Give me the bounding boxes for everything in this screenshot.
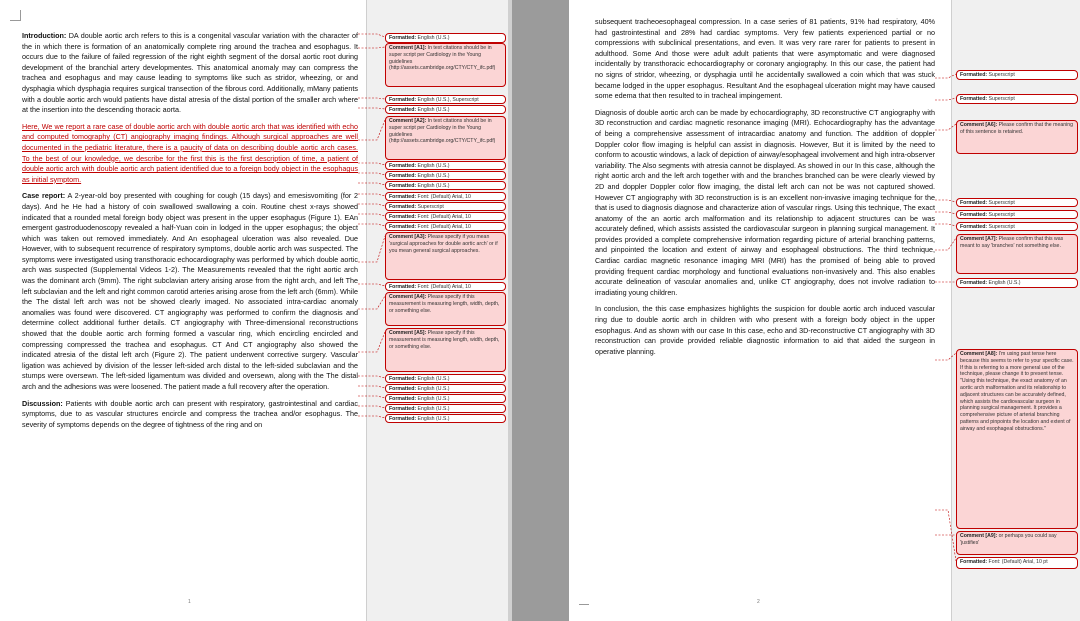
balloon-connector-line — [358, 120, 385, 140]
balloon-text: Superscript — [988, 212, 1015, 218]
balloon-connector-line — [358, 108, 385, 109]
balloon-text: English (U.S.) — [417, 107, 450, 113]
balloon-text: English (U.S.) — [417, 183, 450, 189]
balloon-label: Formatted: — [960, 200, 989, 206]
balloon-label: Formatted: — [389, 224, 418, 230]
balloon-text: English (U.S.) — [417, 406, 450, 412]
balloon-label: Formatted: — [389, 163, 418, 169]
balloon-text: English (U.S.) — [417, 173, 450, 179]
balloon-connector-line — [358, 194, 385, 196]
balloon-text: English (U.S.) — [417, 35, 450, 41]
comment-balloon[interactable] — [385, 116, 506, 160]
balloon-text: Superscript — [988, 200, 1015, 206]
document-page-1 — [0, 0, 508, 621]
formatted-balloon[interactable] — [956, 222, 1078, 231]
comment-balloon[interactable] — [956, 234, 1078, 274]
balloon-label: Comment [A7]: — [960, 236, 999, 242]
balloon-connector-line — [358, 173, 385, 175]
comment-balloon[interactable] — [956, 349, 1078, 529]
balloon-text: Superscript — [988, 224, 1015, 230]
balloon-connector-line — [358, 386, 385, 388]
formatted-balloon[interactable] — [385, 171, 506, 180]
balloon-connector-line — [358, 416, 385, 418]
balloon-label: Formatted: — [960, 224, 989, 230]
balloon-label: Comment [A1]: — [389, 45, 428, 51]
balloon-label: Formatted: — [389, 386, 418, 392]
formatted-balloon[interactable] — [956, 198, 1078, 207]
formatted-balloon[interactable] — [385, 95, 506, 104]
balloon-text: or perhaps you could say 'justifies' — [960, 533, 1057, 546]
formatted-balloon[interactable] — [385, 414, 506, 423]
diagnosis-text: Diagnosis of double aortic arch can be made by echocardiography, 3D reconstructive CT angiography with 3D reconstruction and cardiac magnetic resonance imaging (MRI). Echocardiography has the advantage of being a comprehensive assessment of intracardiac anatomy and function. The addition of doppler Doppler color flow imaging is helpful can assist in diagnosis. However, But it is limited by the need to conform to acoustic windows, a lack of depiction of airway/esophageal involvement and high intra-observer variability. The Also segments with atresia cannot be displayed. As showed in our In this case, although the right aortic arch and the left arch together with and the branches branched can be were clearly viewed by 2D and doppler Doppler color flow imaging, the distal left arch can not be was not captured showed. However CT angiography with 3D reconstruction is is an excellent non-invasive imaging technique for the that is used to diagnosis diagnose and characterize ation of vascular rings. Using this technique, The exact anatomy of the an aortic arch malformation and its relationship to adjacent structures can be was accurately defined, which assists assisted the cardiovascular surgeon in planning surgical management. It provides provided a complete comprehensive information regarding picture of arterial branching patterns, and pinpointed the location and extent of airway and esophageal obstructions. The third technique, Cardiac cardiac magnetic resonance imaging MRI (MRI) has the promised of being able to proved providing frequent cardiac morphology and functional evaluations non-invasively and. This also enables accurate delineation of vascular anomalies and, unlike CT angiography, does not involve radiation to irradiating young children. — [595, 107, 935, 297]
page-number: 2 — [757, 599, 760, 605]
balloon-text: Please confirm that this was meant to say 'branches' not something else. — [960, 236, 1064, 249]
balloon-label: Formatted: — [389, 214, 418, 220]
balloon-connector-line — [935, 212, 956, 214]
comment-balloon[interactable] — [385, 43, 506, 87]
balloon-connector-line — [358, 214, 385, 216]
formatted-balloon[interactable] — [385, 404, 506, 413]
formatted-balloon[interactable] — [385, 161, 506, 170]
balloon-connector-line — [935, 510, 956, 561]
balloon-text: Font: (Default) Arial, 10 pt — [988, 559, 1048, 565]
balloon-connector-line — [358, 284, 385, 286]
formatted-balloon[interactable] — [956, 94, 1078, 104]
balloon-text: In text citations should be in super script per Cardiology in the Young guidelines (http://assets.cambridge.org/CTY/CTY_ifc.pdf) — [389, 45, 496, 72]
formatted-balloon[interactable] — [385, 384, 506, 393]
conclusion-text: In conclusion, the this case emphasizes highlights the suspicion for double aortic arch induced vascular ring due to double aortic arch in children with who present with a foreign body object in the upper esophagus. And as shown with our case In this case, echo and 3D-reconstructive CT angiography with 3D reconstruction can provide provided reliable diagnostic information to aid that aided the surgeon in operative planning. — [595, 304, 935, 356]
balloon-connector-line — [358, 406, 385, 408]
balloon-connector-line — [935, 200, 956, 202]
balloon-connector-line — [358, 47, 385, 48]
formatted-balloon[interactable] — [385, 202, 506, 211]
balloon-text: English (U.S.), Superscript — [417, 97, 479, 103]
balloon-connector-line — [358, 396, 385, 398]
balloon-text: Superscript — [988, 72, 1015, 78]
balloon-label: Formatted: — [960, 559, 989, 565]
balloon-text: Superscript — [988, 96, 1015, 102]
balloon-text: English (U.S.) — [417, 396, 450, 402]
balloon-label: Comment [A8]: — [960, 351, 999, 357]
balloon-text: Font: (Default) Arial, 10 — [417, 194, 471, 200]
balloon-label: Formatted: — [389, 97, 418, 103]
balloon-connector-line — [935, 238, 956, 250]
balloon-connector-line — [358, 376, 385, 378]
case-report-text: A 2-year-old boy presented with coughing for cough (15 days) and emesisvomiting (for 2 days). And he He had a history of coin swallowed swallowing a coin. Routine chest x-rays showed indicated that a rounded metal foreign body object was present in the upper esophagus (Figure 1). EAn emergent gastroduodenoscopy revealed a half-Yuan coin in lodged in the upper esophagus; the object which was taken out removed immediately. And An esophageal ulceration was also revealed. Due However, with to subsequent recurrence of respiratory symptoms, double aortic arch was suspected. The symptoms were investigated using transthoracic echocardiography was performed by which double aortic arch was suspected (Supplemental Videos 1-2). The Measurements revealed that the right aortic arch was the dominant arch (9mm). The right subclavian artery arising arose from the right arch, and left The left subclavian and the left and right common carotid arteries arising arose from the left arch (6mm). While the The distal left arch was not be showed clearly imaged. No associated intra-cardiac anomaly anomalies was found were discovered. CT angiography was performed to confirm the diagnosis and determine collect additional further details. CT angiography with Three-dimensional reconstructions showed that the double aortic arch forming formed a vascular ring, which encircling encircled and compressing compressed the trachea and esophagus. CT And CT angiography also showed the indicated atresia of the distal left arch (Figure 2). The patient underwent corrective surgery. Vascular ligation was achieved by division of the lesser left-sided arch distal to the left-sided subclavian and the stumps were oversewn. The left-sided ligamentum was divided and oversewn, along with the The distal arch and the adhesions was were loosened. The patient made a full recovery after the operation. — [22, 191, 359, 391]
balloon-text: Please specify if you mean 'surgical approaches for double aortic arch' or if you mean general surgical approaches. — [389, 234, 498, 254]
balloon-text: Please confirm that the meaning of this sentence is retained. — [960, 122, 1074, 135]
balloon-label: Formatted: — [960, 212, 989, 218]
comment-balloon[interactable] — [956, 531, 1078, 555]
formatted-balloon[interactable] — [385, 105, 506, 114]
balloon-label: Formatted: — [389, 284, 418, 290]
formatted-balloon[interactable] — [385, 33, 506, 43]
formatted-balloon[interactable] — [385, 222, 506, 231]
comment-balloon[interactable] — [956, 120, 1078, 154]
balloon-connector-line — [358, 236, 385, 262]
formatted-balloon[interactable] — [956, 70, 1078, 80]
balloon-label: Formatted: — [389, 35, 418, 41]
comment-balloon[interactable] — [385, 232, 506, 280]
continuation-text: subsequent tracheoesophageal compression. In a case series of 81 patients, 91% had respiratory, 40% had gastrointestinal and 28% had cardiac symptoms. Very few patients experienced partial or no compressions with subclinical presentations, and even. It was very rare rarer for patients to present in adulthood. Some And those were adult adult patients that were asymptomatic and were diagnosed incidentally by transthoracic echocardiography or coronary angiography. In this our case, the patient had no signs of stridor, wheezing, or dysphagia until he accidentally swallowed a coin which that was stuck became lodged in the upper esophagus. Resultant And the esophageal ulceration might may have caused some edema that then resulted to in tracheal impingement. — [595, 17, 935, 101]
balloon-label: Formatted: — [960, 280, 989, 286]
balloon-text: English (U.S.) — [417, 416, 450, 422]
balloon-text: Font: (Default) Arial, 10 — [417, 284, 471, 290]
formatted-balloon[interactable] — [385, 181, 506, 190]
balloon-label: Formatted: — [389, 396, 418, 402]
balloon-connector-line — [358, 296, 385, 309]
balloon-label: Comment [A3]: — [389, 234, 428, 240]
formatted-balloon[interactable] — [956, 557, 1078, 569]
balloon-label: Comment [A4]: — [389, 294, 428, 300]
balloon-text: Font: (Default) Arial, 10 — [417, 214, 471, 220]
formatted-balloon[interactable] — [385, 394, 506, 403]
balloon-connector-line — [358, 98, 385, 99]
balloon-connector-line — [935, 224, 956, 226]
formatted-balloon[interactable] — [956, 278, 1078, 288]
balloon-label: Formatted: — [389, 416, 418, 422]
balloon-label: Formatted: — [389, 376, 418, 382]
comment-balloon[interactable] — [385, 328, 506, 372]
balloon-connector-line — [935, 98, 956, 100]
balloon-label: Comment [A9]: — [960, 533, 999, 539]
discussion-heading: Discussion: — [22, 398, 63, 408]
balloon-label: Formatted: — [960, 72, 989, 78]
balloon-connector-line — [358, 332, 385, 352]
balloon-text: In text citations should be in super script per Cardiology in the Young guidelines (http://assets.cambridge.org/CTY/CTY_ifc.pdf) — [389, 118, 496, 145]
intro-heading: Introduction: — [22, 31, 67, 40]
discussion-text: Patients with double aortic arch can present with respiratory, gastrointestinal and cardiac symptoms, due to as vascular structures encircle and compress the trachea and/or esophagus. The severity of symptoms depends on the degree of tightness of the ring and on — [22, 398, 358, 429]
balloon-text: English (U.S.) — [988, 280, 1021, 286]
formatted-balloon[interactable] — [385, 282, 506, 291]
balloon-label: Comment [A2]: — [389, 118, 428, 124]
balloon-connector-line — [358, 224, 385, 226]
document-page-2 — [569, 0, 1080, 621]
balloon-connector-line — [358, 163, 385, 165]
balloon-label: Formatted: — [960, 96, 989, 102]
case-report-heading: Case report: — [22, 191, 66, 201]
page-number: 1 — [188, 599, 191, 605]
formatted-balloon[interactable] — [956, 210, 1078, 219]
formatted-balloon[interactable] — [385, 374, 506, 383]
balloon-text: I'm using past tense here because this seems to refer to your specific case. If this is referring to a more general use of the technique, please change it to present tense. "Using this technique, the exact anatomy of an aortic arch malformation and its relationship to adjacent structures can be accurately defined, which assists the cardiovascular surgeon in planning surgical management. It provides a comprehensive picture of arterial branching patterns and pinpoints the location and extent of airway and esophageal obstructions." — [960, 351, 1074, 432]
comment-balloon[interactable] — [385, 292, 506, 326]
balloon-text: Please specify if this measurement is measuring length, width, depth, or something else. — [389, 330, 500, 350]
balloon-text: Superscript — [417, 204, 444, 210]
balloon-label: Formatted: — [389, 406, 418, 412]
balloon-label: Formatted: — [389, 107, 418, 113]
balloon-text: English (U.S.) — [417, 163, 450, 169]
formatted-balloon[interactable] — [385, 192, 506, 201]
balloon-label: Comment [A6]: — [960, 122, 999, 128]
balloon-connector-line — [358, 34, 385, 37]
intro-text: DA double aortic arch refers to this is a congenital vascular variation with the character of the in which there is formation of an anatomically complete ring around the trachea and esophagus. It occurs due to the failure of failed regression of the right eighth segment of the dorsal aortic root during development of the branchial artery developmentes. This anatomical anomaly may can compress the trachea and esophagus and may cause leading to symptoms like such as stridor, wheezing, or and dysphagia which dysphagia requires surgical transection of the fibrous cord. Additionally, mMany patients with a double aortic arch would patients have distal atresia of the distal portion of the smaller arch where at the insertion into the descending thoracic aorta. — [22, 31, 358, 115]
balloon-text: Font: (Default) Arial, 10 — [417, 224, 471, 230]
balloon-label: Formatted: — [389, 173, 418, 179]
balloon-text: English (U.S.) — [417, 376, 450, 382]
here-text: Here, We we report a rare case of double aortic arch with double aortic arch that was identified with echo and computed tomography (CT) angiography imaging findings. Although surgical approaches are well documented in the pediatric literature, there is a paucity of data on describing double aortic arch cases. To the best of our knowledge, we describe for the first this is the first description of time, a patient of double aortic arch with double aortic arch patient identified due to a foreign body object in the esophagus as initial symptom. — [22, 121, 358, 184]
balloon-label: Formatted: — [389, 194, 418, 200]
balloon-label: Formatted: — [389, 204, 418, 210]
balloon-connector-line — [358, 204, 385, 206]
balloon-connector-line — [935, 353, 956, 360]
balloon-connector-line — [935, 74, 956, 78]
page-gutter — [512, 0, 569, 621]
balloon-connector-line — [358, 183, 385, 185]
formatted-balloon[interactable] — [385, 212, 506, 221]
balloon-connector-line — [935, 124, 956, 130]
balloon-text: Please specify if this measurement is measuring length, width, depth, or something else. — [389, 294, 500, 314]
balloon-text: English (U.S.) — [417, 386, 450, 392]
balloon-label: Formatted: — [389, 183, 418, 189]
balloon-label: Comment [A5]: — [389, 330, 428, 336]
